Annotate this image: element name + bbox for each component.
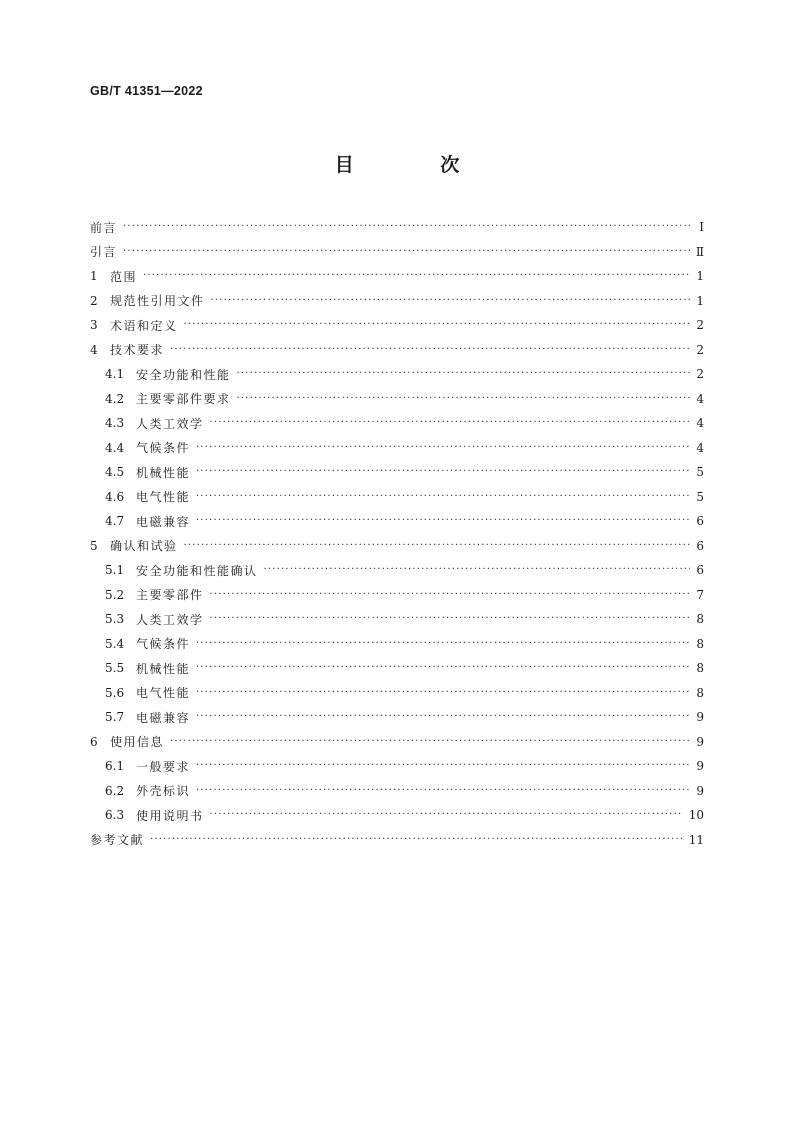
toc-entry-number: 4.7 [105,514,125,529]
toc-entry-number: 4 [90,342,98,357]
toc-leader-dots [210,590,690,600]
toc-entry-label: 气候条件 [136,637,191,652]
toc-entry-number: 5.4 [105,636,125,651]
toc-entry-page: 6 [696,538,704,553]
toc-leader-dots [237,394,690,404]
toc-entry-page: 6 [696,563,704,578]
toc-entry-number: 5.2 [105,587,125,602]
toc-entry-page: 1 [696,293,704,308]
toc-leader-dots [210,810,683,820]
toc-entry[interactable] [90,411,704,436]
toc-entry-number: 4.4 [105,440,125,455]
toc-leader-dots [196,663,690,673]
toc-entry-label: 安全功能和性能确认 [136,563,258,578]
toc-leader-dots [196,688,690,698]
toc-entry-label: 主要零部件要求 [136,392,231,407]
toc-entry-number: 6.2 [105,783,125,798]
toc-entry-label: 人类工效学 [136,612,204,627]
table-of-contents [90,215,704,852]
toc-entry-number: 6 [90,734,98,749]
toc-entry[interactable] [90,656,704,681]
toc-entry[interactable] [90,387,704,412]
toc-entry[interactable] [90,779,704,804]
toc-entry-label: 一般要求 [136,759,191,774]
toc-leader-dots [196,492,690,502]
toc-entry-label: 确认和试验 [110,539,178,554]
toc-entry-number: 5.1 [105,563,125,578]
toc-entry[interactable] [90,509,704,534]
toc-entry[interactable] [90,632,704,657]
toc-leader-dots [184,320,690,330]
toc-entry[interactable] [90,338,704,363]
toc-entry-page: 5 [696,489,704,504]
toc-entry-page: 2 [696,342,704,357]
toc-entry-label: 机械性能 [136,465,191,480]
toc-leader-dots [196,467,690,477]
toc-entry-label: 机械性能 [136,661,191,676]
toc-entry-number: 5.7 [105,710,125,725]
toc-entry[interactable] [90,607,704,632]
toc-entry-page: Ⅱ [695,244,704,259]
toc-entry[interactable] [90,485,704,510]
toc-entry-page: 9 [696,783,704,798]
toc-entry-page: Ⅰ [699,220,704,235]
toc-entry[interactable] [90,754,704,779]
toc-leader-dots [196,516,690,526]
toc-entry[interactable] [90,313,704,338]
toc-entry-page: 8 [696,612,704,627]
toc-entry-page: 8 [696,661,704,676]
toc-entry[interactable] [90,240,704,265]
toc-entry[interactable] [90,460,704,485]
toc-entry-page: 11 [688,832,704,847]
toc-entry-page: 7 [696,587,704,602]
toc-leader-dots [211,296,690,306]
toc-entry-page: 9 [696,759,704,774]
toc-entry-page: 10 [688,808,704,823]
standard-number: GB/T 41351—2022 [90,84,203,98]
toc-entry[interactable] [90,558,704,583]
toc-entry-page: 5 [696,465,704,480]
toc-entry-label: 使用信息 [110,735,165,750]
toc-entry[interactable] [90,215,704,240]
toc-entry[interactable] [90,681,704,706]
toc-entry-number: 4.5 [105,465,125,480]
toc-entry-label: 人类工效学 [136,416,204,431]
toc-entry-number: 1 [90,269,98,284]
toc-entry[interactable] [90,264,704,289]
toc-entry-label: 外壳标识 [136,784,191,799]
toc-entry[interactable] [90,362,704,387]
toc-entry-label: 电气性能 [136,686,191,701]
toc-entry-number: 3 [90,318,98,333]
toc-entry-page: 4 [696,416,704,431]
toc-entry-page: 4 [696,440,704,455]
toc-entry-page: 1 [696,269,704,284]
toc-entry[interactable] [90,583,704,608]
toc-entry-number: 4.1 [105,367,125,382]
toc-entry[interactable] [90,436,704,461]
toc-entry-label: 电磁兼容 [136,514,191,529]
toc-entry-page: 8 [696,636,704,651]
toc-entry[interactable] [90,705,704,730]
toc-entry-page: 2 [696,318,704,333]
toc-entry-page: 9 [696,734,704,749]
toc-entry-label: 使用说明书 [136,808,204,823]
toc-entry-label: 主要零部件 [136,588,204,603]
toc-leader-dots [210,614,690,624]
toc-entry-page: 4 [696,391,704,406]
toc-leader-dots [196,443,690,453]
toc-entry-number: 4.3 [105,416,125,431]
toc-entry[interactable] [90,803,704,828]
toc-entry-label: 技术要求 [110,343,165,358]
toc-leader-dots [143,271,690,281]
toc-leader-dots [196,639,690,649]
toc-entry-label: 前言 [90,220,118,235]
toc-leader-dots [237,369,690,379]
toc-entry-page: 6 [696,514,704,529]
toc-entry-label: 范围 [110,269,138,284]
toc-entry-number: 5.3 [105,612,125,627]
toc-leader-dots [196,712,690,722]
toc-leader-dots [170,345,690,355]
toc-leader-dots [184,541,690,551]
toc-leader-dots [123,247,690,257]
toc-entry[interactable] [90,289,704,314]
toc-leader-dots [196,761,690,771]
toc-entry[interactable] [90,730,704,755]
toc-entry-label: 术语和定义 [110,318,178,333]
toc-entry-number: 5 [90,538,98,553]
toc-leader-dots [264,565,690,575]
toc-entry[interactable] [90,828,704,853]
toc-entry-label: 电气性能 [136,490,191,505]
toc-leader-dots [170,737,690,747]
toc-entry-number: 6.3 [105,808,125,823]
toc-entry-label: 电磁兼容 [136,710,191,725]
toc-entry-page: 8 [696,685,704,700]
toc-leader-dots [123,222,690,232]
toc-leader-dots [196,786,690,796]
toc-entry-number: 4.2 [105,391,125,406]
page-title: 目 次 [334,154,500,176]
toc-entry-label: 气候条件 [136,441,191,456]
toc-entry-page: 2 [696,367,704,382]
toc-entry-number: 5.5 [105,661,125,676]
toc-entry-number: 5.6 [105,685,125,700]
toc-entry-label: 规范性引用文件 [110,294,205,309]
toc-entry-label: 引言 [90,245,118,260]
toc-entry[interactable] [90,534,704,559]
toc-entry-number: 6.1 [105,759,125,774]
toc-entry-number: 4.6 [105,489,125,504]
toc-leader-dots [150,835,683,845]
toc-leader-dots [210,418,690,428]
toc-entry-label: 安全功能和性能 [136,367,231,382]
toc-entry-number: 2 [90,293,98,308]
toc-entry-label: 参考文献 [90,833,145,848]
toc-entry-page: 9 [696,710,704,725]
